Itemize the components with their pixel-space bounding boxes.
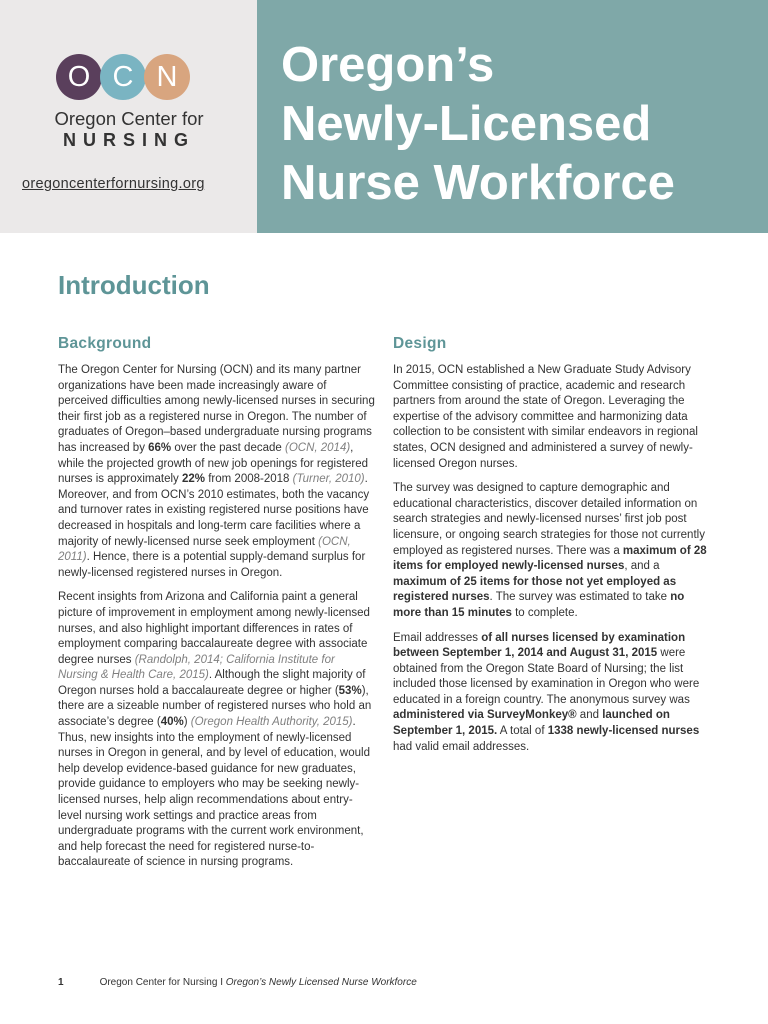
- logo-circle-n: N: [144, 54, 190, 100]
- logo-circle-o: O: [56, 54, 102, 100]
- background-paragraph-2: Recent insights from Arizona and California paint a general picture of improvement in employment among newly-licensed nurses, and also highlight important differences in rates of employment comparing baccalaureate degree with associate degree nurses (Randolph, 2014; California Institute for Nursing & Health Care, 2015). Although the slight majority of Oregon nurses hold a baccalaureate degree or higher (53%), there are a sizeable number of registered nurses who hold an associate’s degree (40%) (Oregon Health Authority, 2015). Thus, new insights into the employment of newly-licensed nurses in Oregon in general, and by level of education, would help develop evidence-based guidance for new graduates, provide guidance to employers who may be seeking newly-licensed nurses, help align recommendations about entry-level nursing work settings and practice areas from undergraduate programs with the current work environment, and help forecast the need for registered nurse-to-baccalaureate of science in nursing programs.: [58, 591, 372, 869]
- page-footer: [58, 977, 417, 988]
- ocn-logo: [56, 54, 196, 100]
- logo-panel: [0, 0, 257, 233]
- footer-separator: I: [220, 977, 223, 988]
- title-line: Oregon’s: [281, 38, 495, 92]
- header: [0, 0, 768, 233]
- design-column: [393, 335, 711, 764]
- subheading-design: Design: [393, 335, 447, 352]
- page-title: [281, 36, 751, 213]
- page-number: 1: [58, 977, 64, 988]
- footer-doc-title: Oregon’s Newly Licensed Nurse Workforce: [225, 977, 417, 988]
- background-column: [58, 335, 376, 880]
- website-link[interactable]: oregoncenterfornursing.org: [22, 176, 205, 192]
- design-paragraph-1: In 2015, OCN established a New Graduate Study Advisory Committee consisting of practice, academic and research partners from around the state of Oregon. Leveraging the expertise of the advisory committee and harmonizing data collection to be consistent with similar endeavors in regional states, OCN designed and administered a survey of newly-licensed Oregon nurses.: [393, 364, 698, 470]
- logo-circle-c: C: [100, 54, 146, 100]
- design-paragraph-2: The survey was designed to capture demographic and educational characteristics, discover detailed information on search strategies and newly-licensed nurses’ first job post licensure, or ongoing search strategies for those not currently employed as registered nurses. There was a maximum of 28 items for employed newly-licensed nurses, and a maximum of 25 items for those not yet employed as registered nurses. The survey was estimated to take no more than 15 minutes to complete.: [393, 482, 707, 619]
- title-line: Nurse Workforce: [281, 156, 675, 210]
- background-paragraph-1: The Oregon Center for Nursing (OCN) and its many partner organizations have been made increasingly aware of perceived difficulties among newly-licensed nurses in securing their first job as a registered nurse in Oregon. The number of graduates of Oregon–based undergraduate nursing programs has increased by 66% over the past decade (OCN, 2014), while the projected growth of new job openings for registered nurses is approximately 22% from 2008-2018 (Turner, 2010). Moreover, and from OCN’s 2010 estimates, both the vacancy and turnover rates in existing registered nurse positions have decreased in hospitals and long-term care facilities where a majority of newly-licensed nurse seek employment (OCN, 2011). Hence, there is a potential supply-demand surplus for newly-licensed registered nurses in Oregon.: [58, 364, 375, 579]
- footer-org: Oregon Center for Nursing: [99, 977, 218, 988]
- subheading-background: Background: [58, 335, 152, 352]
- logo-text-line1: Oregon Center for: [54, 108, 204, 129]
- design-paragraph-3: Email addresses of all nurses licensed by examination between September 1, 2014 and August 31, 2015 were obtained from the Oregon State Board of Nursing; the list included those licensed by examination in Oregon who were educated in a foreign country. The anonymous survey was administered via SurveyMonkey® and launched on September 1, 2015. A total of 1338 newly-licensed nurses had valid email addresses.: [393, 631, 700, 753]
- logo-text-line2: NURSING: [62, 130, 195, 150]
- title-line: Newly-Licensed: [281, 97, 652, 151]
- section-heading-introduction: Introduction: [58, 270, 210, 300]
